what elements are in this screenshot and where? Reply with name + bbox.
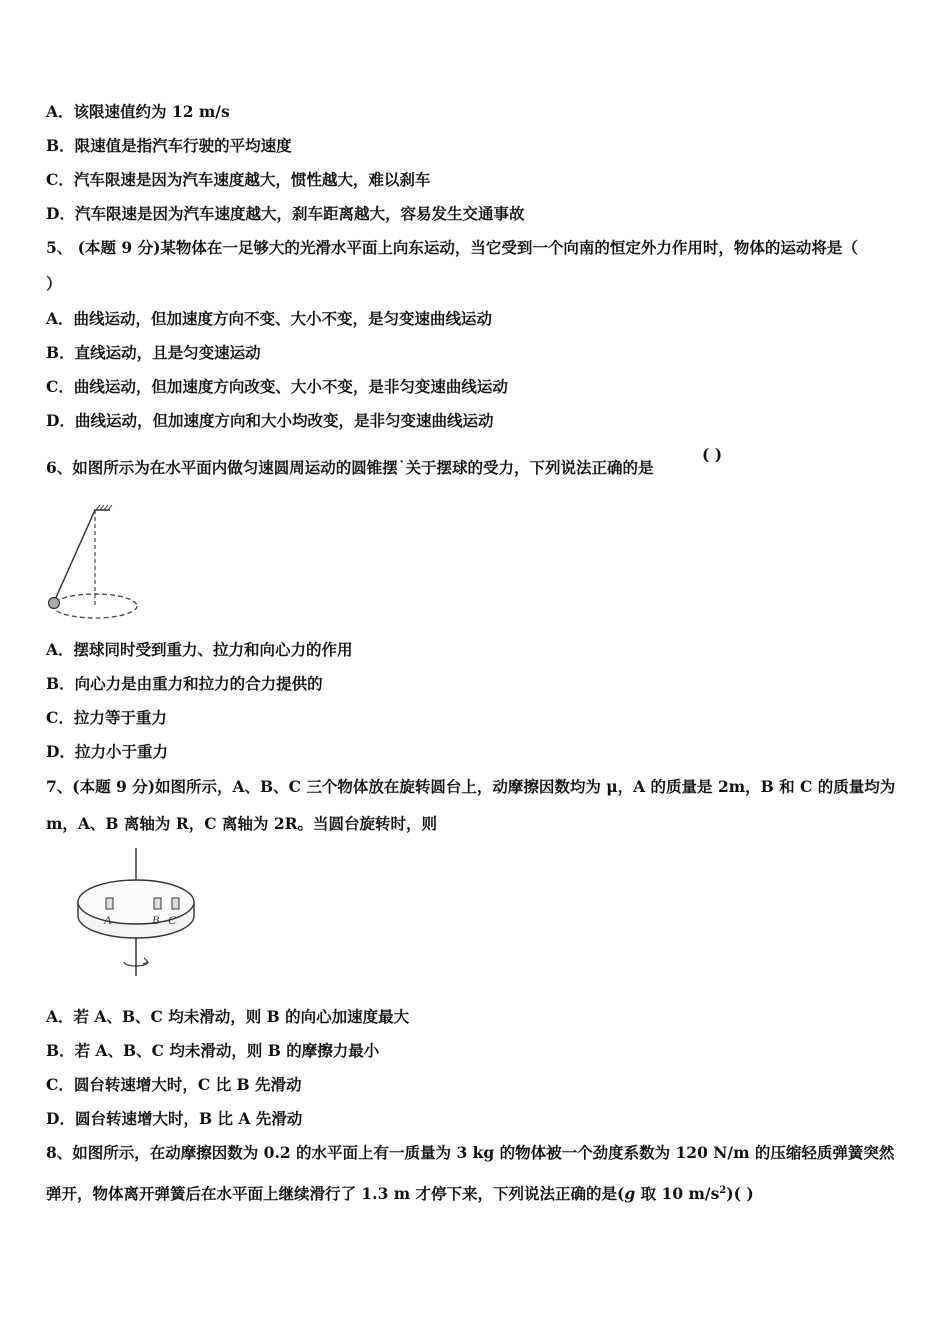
q7-stem-line2: m，A、B 离轴为 R，C 离轴为 2R。当圆台旋转时，则: [46, 814, 437, 833]
q7-stem-line1: 7、(本题 9 分)如图所示，A、B、C 三个物体放在旋转圆台上，动摩擦因数均为 μ，A 的质量是 2m，B 和 C 的质量均为: [46, 777, 896, 796]
q8-stem-line2-pre: 弹开，物体离开弹簧后在水平面上继续滑行了 1.3 m 才停下来，下列说法正确的是(: [46, 1184, 625, 1204]
q6-stem: 6、如图所示为在水平面内做匀速圆周运动的圆锥摆˙关于摆球的受力，下列说法正确的是: [46, 458, 654, 477]
rotating-platform-figure: [44, 842, 204, 982]
q7-option-c: C．圆台转速增大时，C 比 B 先滑动: [46, 1075, 302, 1094]
q8-gravity-symbol: g: [624, 1184, 636, 1204]
q5-stem-line2: ）: [46, 274, 62, 293]
q4-option-b: B．限速值是指汽车行驶的平均速度: [46, 136, 292, 155]
q6-option-c: C．拉力等于重力: [46, 708, 167, 727]
q7-option-b: B．若 A、B、C 均未滑动，则 B 的摩擦力最小: [46, 1041, 380, 1060]
q4-option-a: A．该限速值约为 12 m/s: [46, 102, 230, 121]
q6-option-d: D．拉力小于重力: [46, 742, 168, 761]
q5-stem-line1: 5、 (本题 9 分)某物体在一足够大的光滑水平面上向东运动，当它受到一个向南的恒定外力作用时，物体的运动将是（: [46, 238, 858, 257]
q4-option-d: D．汽车限速是因为汽车速度越大，刹车距离越大，容易发生交通事故: [46, 204, 525, 223]
label-a: A: [104, 913, 112, 927]
block-a: [106, 898, 113, 909]
block-b: [154, 898, 161, 909]
q6-option-b: B．向心力是由重力和拉力的合力提供的: [46, 674, 323, 693]
q5-option-c: C．曲线运动，但加速度方向改变、大小不变，是非匀变速曲线运动: [46, 377, 508, 396]
block-c: [172, 898, 179, 909]
q4-option-c: C．汽车限速是因为汽车速度越大，惯性越大，难以刹车: [46, 170, 431, 189]
pendulum-string: [54, 510, 95, 602]
q8-stem-line2-mid: 取 10 m/s: [635, 1184, 720, 1204]
conical-pendulum-figure: [44, 500, 144, 622]
q8-stem-line2: [46, 1181, 754, 1204]
q5-option-d: D．曲线运动，但加速度方向和大小均改变，是非匀变速曲线运动: [46, 411, 494, 430]
label-c: C: [168, 913, 177, 927]
q5-option-b: B．直线运动，且是匀变速运动: [46, 343, 261, 362]
pendulum-bob: [49, 598, 60, 609]
q7-option-a: A．若 A、B、C 均未滑动，则 B 的向心加速度最大: [46, 1007, 410, 1026]
q5-option-a: A．曲线运动，但加速度方向不变、大小不变，是匀变速曲线运动: [46, 309, 493, 328]
q8-stem-line1: 8、如图所示，在动摩擦因数为 0.2 的水平面上有一质量为 3 kg 的物体被一个劲度系数为 120 N/m 的压缩轻质弹簧突然: [46, 1143, 895, 1162]
q6-option-a: A．摆球同时受到重力、拉力和向心力的作用: [46, 640, 353, 659]
label-b: B: [152, 913, 160, 927]
q8-superscript: 2: [719, 1185, 727, 1196]
q6-answer-paren: ( ): [702, 445, 723, 464]
q8-stem-line2-end: )( ): [726, 1184, 754, 1204]
q7-option-d: D．圆台转速增大时，B 比 A 先滑动: [46, 1109, 303, 1128]
